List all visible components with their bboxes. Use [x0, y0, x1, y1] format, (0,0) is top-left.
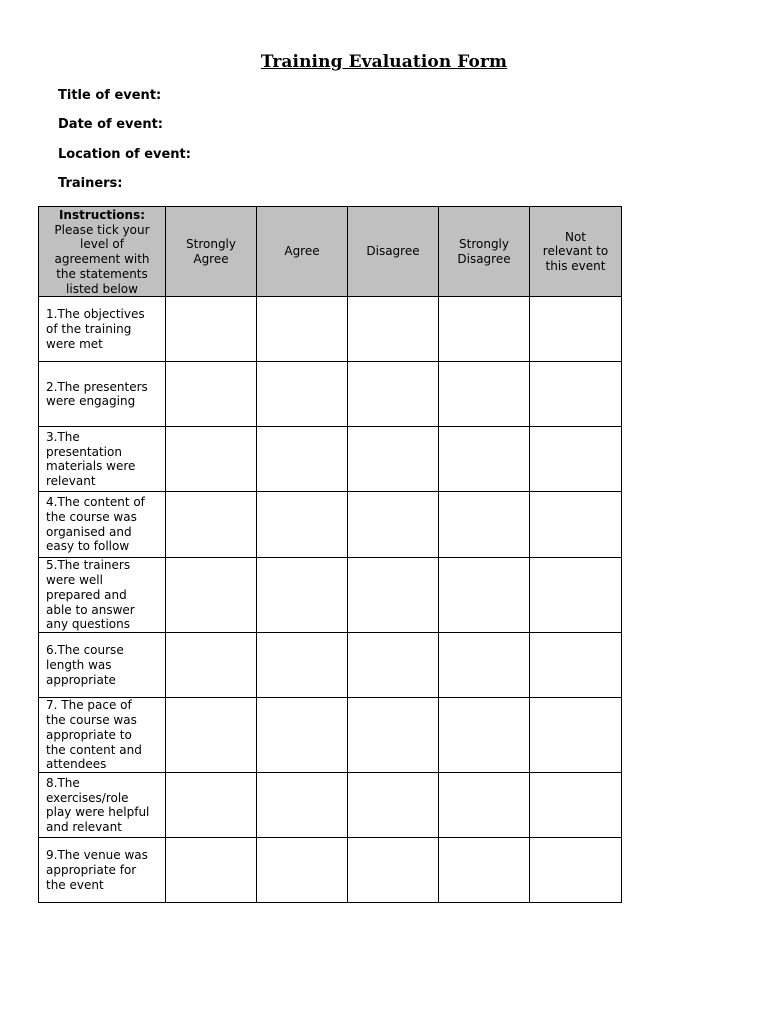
- statement-line: were engaging: [46, 394, 136, 409]
- statement-line: 2.The presenters: [46, 379, 148, 394]
- instructions-line: the statements: [56, 266, 148, 281]
- statement-cell: [39, 698, 166, 773]
- instructions-line: listed below: [66, 281, 138, 296]
- tick-cell-disagree[interactable]: [348, 838, 439, 903]
- col-header-strongly-agree: [166, 207, 257, 297]
- statement-line: the content and: [46, 742, 142, 757]
- field-title-of-event: Title of event:: [58, 88, 162, 103]
- statement-line: 9.The venue was: [46, 848, 148, 863]
- tick-cell-strongly-disagree[interactable]: [439, 558, 530, 633]
- col-header-line: Strongly: [459, 236, 509, 251]
- tick-cell-strongly-disagree[interactable]: [439, 698, 530, 773]
- tick-cell-strongly-agree[interactable]: [166, 558, 257, 633]
- statement-cell: [39, 362, 166, 427]
- tick-cell-strongly-disagree[interactable]: [439, 427, 530, 492]
- tick-cell-disagree[interactable]: [348, 297, 439, 362]
- table-row: [39, 773, 622, 838]
- tick-cell-agree[interactable]: [257, 633, 348, 698]
- col-header-line: Disagree: [366, 244, 420, 259]
- statement-line: 3.The: [46, 429, 80, 444]
- tick-cell-agree[interactable]: [257, 838, 348, 903]
- tick-cell-not-relevant[interactable]: [530, 633, 622, 698]
- table-row: [39, 698, 622, 773]
- tick-cell-disagree[interactable]: [348, 633, 439, 698]
- tick-cell-strongly-agree[interactable]: [166, 698, 257, 773]
- col-header-line: Not: [564, 229, 587, 244]
- statement-cell: [39, 773, 166, 838]
- tick-cell-strongly-disagree[interactable]: [439, 297, 530, 362]
- tick-cell-disagree[interactable]: [348, 698, 439, 773]
- statement-line: 4.The content of: [46, 495, 145, 510]
- evaluation-table: [38, 206, 622, 903]
- table-row: [39, 362, 622, 427]
- tick-cell-not-relevant[interactable]: [530, 427, 622, 492]
- col-header-line: Strongly: [186, 236, 236, 251]
- field-location-of-event: Location of event:: [58, 147, 191, 162]
- form-title: Training Evaluation Form: [260, 52, 508, 72]
- tick-cell-strongly-agree[interactable]: [166, 838, 257, 903]
- statement-line: length was: [46, 657, 112, 672]
- tick-cell-strongly-disagree[interactable]: [439, 633, 530, 698]
- statement-line: 5.The trainers: [46, 558, 131, 573]
- tick-cell-agree[interactable]: [257, 427, 348, 492]
- instructions-title: Instructions:: [58, 208, 146, 222]
- statement-line: and relevant: [46, 819, 122, 834]
- col-header-disagree: [348, 207, 439, 297]
- tick-cell-strongly-agree[interactable]: [166, 492, 257, 558]
- statement-line: able to answer: [46, 602, 135, 617]
- statement-line: 8.The: [46, 775, 80, 790]
- statement-line: 7. The pace of: [46, 698, 132, 713]
- statement-line: materials were: [46, 459, 136, 474]
- tick-cell-not-relevant[interactable]: [530, 297, 622, 362]
- field-trainers: Trainers:: [58, 176, 123, 191]
- tick-cell-agree[interactable]: [257, 698, 348, 773]
- instructions-line: level of: [80, 237, 124, 252]
- statement-line: play were helpful: [46, 805, 150, 820]
- tick-cell-strongly-agree[interactable]: [166, 427, 257, 492]
- instructions-line: agreement with: [54, 252, 150, 267]
- tick-cell-not-relevant[interactable]: [530, 838, 622, 903]
- instructions-header: [39, 207, 166, 297]
- table-row: [39, 558, 622, 633]
- instructions-line: Please tick your: [54, 222, 150, 237]
- statement-line: organised and: [46, 524, 132, 539]
- col-header-agree: [257, 207, 348, 297]
- statement-cell: [39, 297, 166, 362]
- tick-cell-strongly-disagree[interactable]: [439, 773, 530, 838]
- table-row: [39, 838, 622, 903]
- statement-line: the course was: [46, 713, 137, 728]
- statement-line: the course was: [46, 510, 137, 525]
- table-row: [39, 633, 622, 698]
- tick-cell-strongly-disagree[interactable]: [439, 362, 530, 427]
- tick-cell-disagree[interactable]: [348, 492, 439, 558]
- col-header-line: Disagree: [457, 251, 511, 266]
- tick-cell-not-relevant[interactable]: [530, 362, 622, 427]
- col-header-not-relevant: [530, 207, 622, 297]
- statement-cell: [39, 633, 166, 698]
- tick-cell-strongly-agree[interactable]: [166, 297, 257, 362]
- col-header-line: Agree: [284, 244, 320, 259]
- statement-line: attendees: [46, 757, 107, 772]
- tick-cell-strongly-agree[interactable]: [166, 633, 257, 698]
- statement-cell: [39, 838, 166, 903]
- tick-cell-disagree[interactable]: [348, 558, 439, 633]
- col-header-strongly-disagree: [439, 207, 530, 297]
- statement-line: appropriate for: [46, 862, 137, 877]
- tick-cell-agree[interactable]: [257, 492, 348, 558]
- statement-line: relevant: [46, 473, 96, 488]
- statement-line: prepared and: [46, 587, 127, 602]
- statement-line: presentation: [46, 444, 122, 459]
- statement-cell: [39, 492, 166, 558]
- tick-cell-strongly-agree[interactable]: [166, 362, 257, 427]
- tick-cell-disagree[interactable]: [348, 427, 439, 492]
- table-row: [39, 297, 622, 362]
- statement-line: any questions: [46, 617, 130, 632]
- statement-line: of the training: [46, 321, 132, 336]
- tick-cell-agree[interactable]: [257, 362, 348, 427]
- statement-line: 1.The objectives: [46, 307, 145, 322]
- tick-cell-not-relevant[interactable]: [530, 773, 622, 838]
- tick-cell-disagree[interactable]: [348, 773, 439, 838]
- statement-cell: [39, 427, 166, 492]
- statement-line: the event: [46, 877, 104, 892]
- statement-line: 6.The course: [46, 643, 124, 658]
- col-header-line: relevant to: [542, 244, 609, 259]
- field-date-of-event: Date of event:: [58, 117, 164, 132]
- table-header-row: [39, 207, 622, 297]
- statement-line: were well: [46, 573, 103, 588]
- tick-cell-not-relevant[interactable]: [530, 558, 622, 633]
- tick-cell-not-relevant[interactable]: [530, 492, 622, 558]
- tick-cell-agree[interactable]: [257, 773, 348, 838]
- tick-cell-strongly-disagree[interactable]: [439, 838, 530, 903]
- table-row: [39, 492, 622, 558]
- statement-line: exercises/role: [46, 790, 129, 805]
- tick-cell-disagree[interactable]: [348, 362, 439, 427]
- tick-cell-strongly-agree[interactable]: [166, 773, 257, 838]
- tick-cell-agree[interactable]: [257, 558, 348, 633]
- col-header-line: this event: [545, 258, 606, 273]
- tick-cell-agree[interactable]: [257, 297, 348, 362]
- tick-cell-not-relevant[interactable]: [530, 698, 622, 773]
- statement-line: appropriate to: [46, 727, 132, 742]
- col-header-line: Agree: [193, 251, 229, 266]
- statement-cell: [39, 558, 166, 633]
- tick-cell-strongly-disagree[interactable]: [439, 492, 530, 558]
- table-row: [39, 427, 622, 492]
- statement-line: easy to follow: [46, 539, 130, 554]
- statement-line: were met: [46, 336, 103, 351]
- statement-line: appropriate: [46, 672, 116, 687]
